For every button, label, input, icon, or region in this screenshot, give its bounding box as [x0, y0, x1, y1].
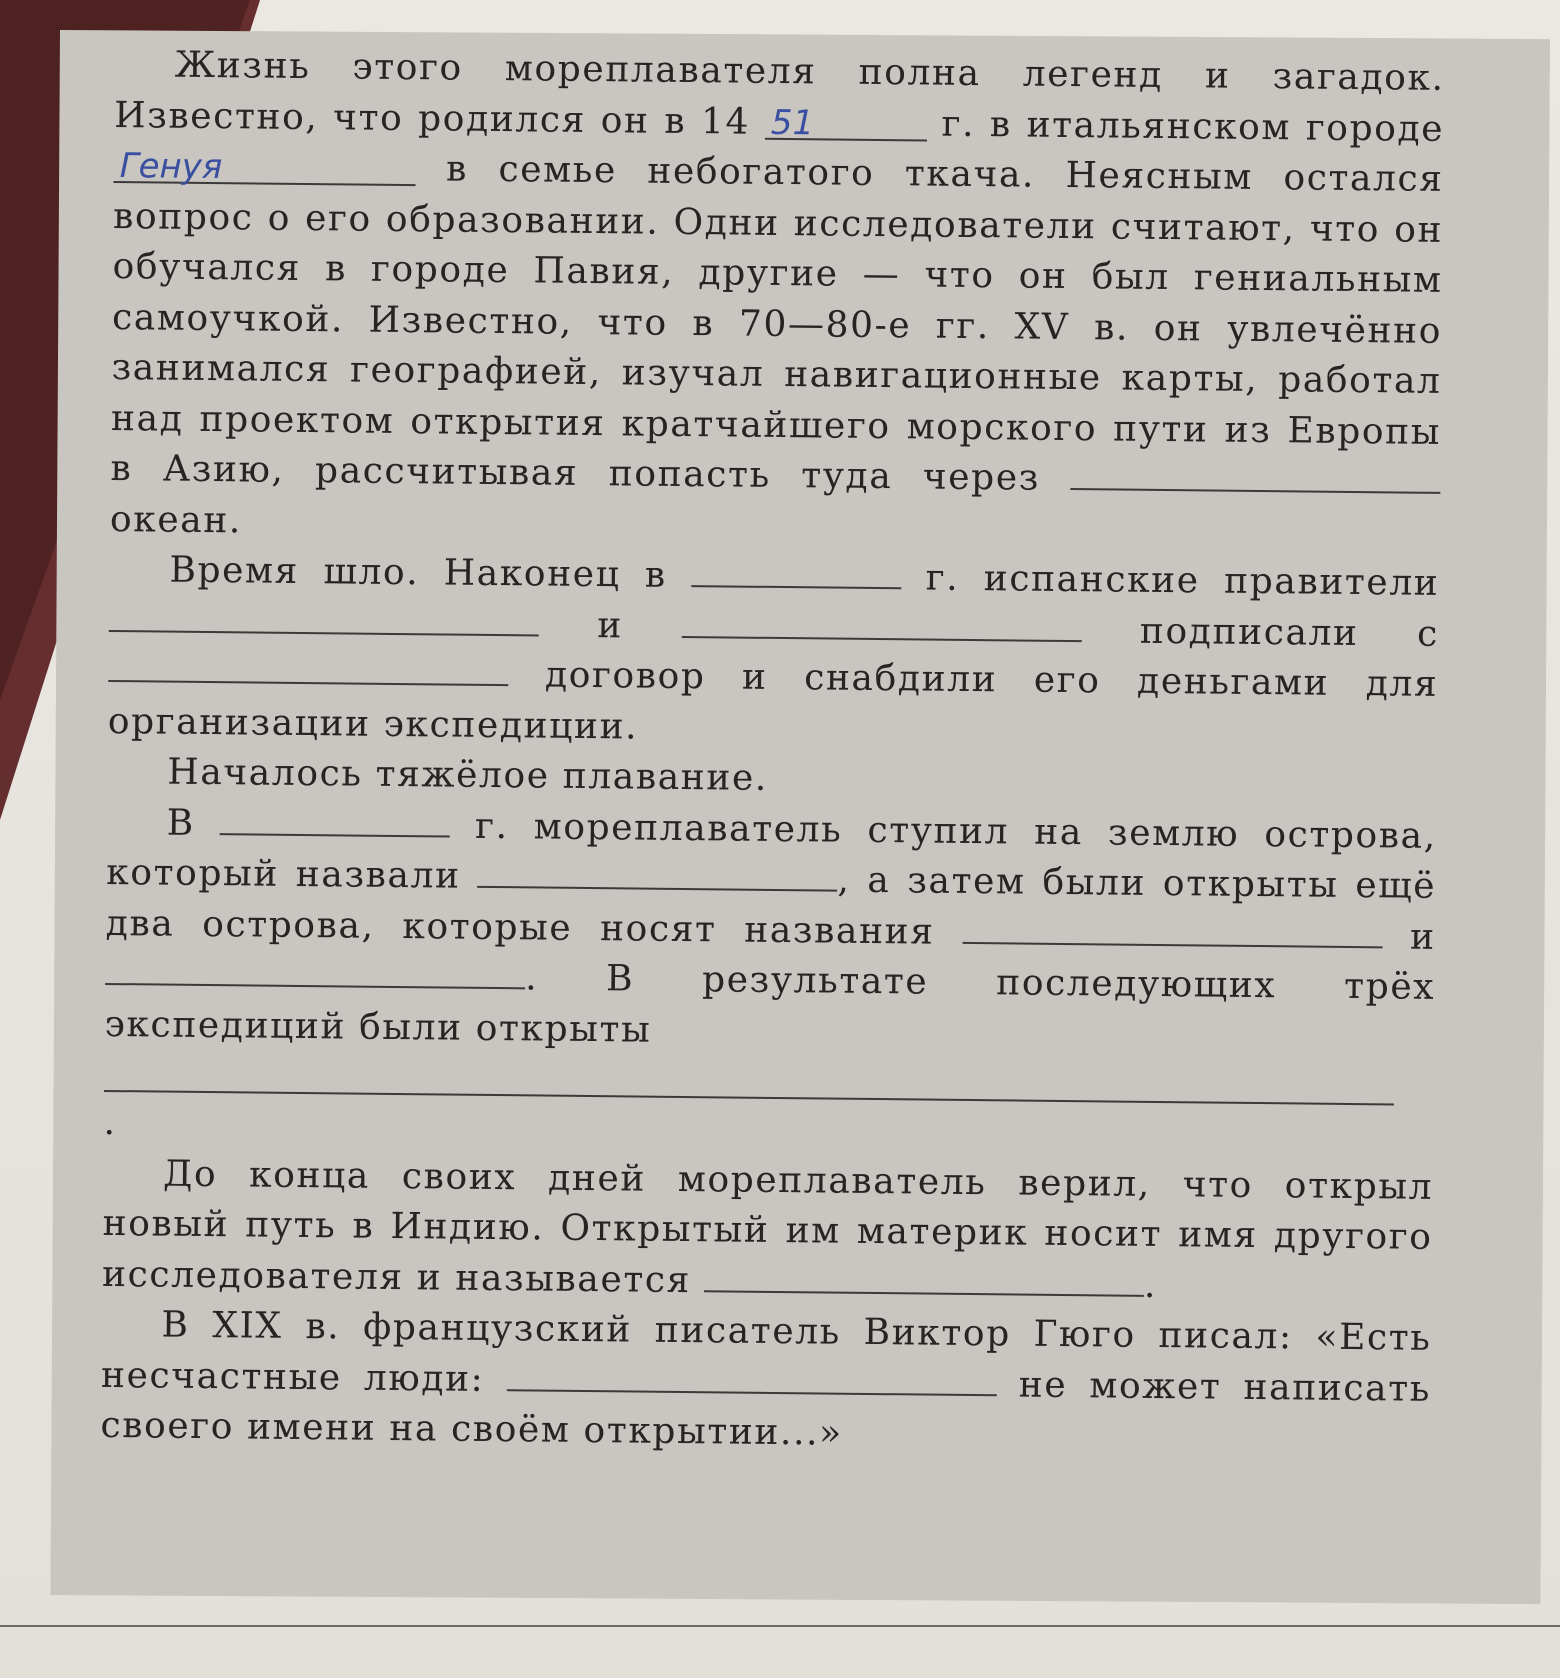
- p2-text-4: подписали с: [1139, 610, 1440, 655]
- p3-text-1: Началось тяжёлое плавание.: [167, 751, 769, 799]
- treaty-partner-blank[interactable]: [108, 650, 508, 686]
- ocean-blank[interactable]: [1070, 458, 1440, 494]
- p1-text-2: г. в итальянском городе: [941, 103, 1445, 150]
- ruler-2-blank[interactable]: [681, 605, 1081, 641]
- p1-text-1: Жизнь этого мореплавателя полна легенд и загадок. Известно, что родился он в 14: [113, 44, 1445, 143]
- first-island-blank[interactable]: [477, 856, 837, 892]
- later-discoveries-blank[interactable]: [104, 1050, 1394, 1106]
- page-bottom-rule: [0, 1625, 1560, 1627]
- p4-text-6: .: [103, 1101, 117, 1144]
- p5-text-2: .: [1143, 1264, 1158, 1306]
- p4-text-1: В: [166, 802, 196, 844]
- navigator-name-blank[interactable]: [506, 1359, 996, 1396]
- city-answer-field[interactable]: Генуя: [114, 151, 416, 186]
- p4-text-4: и: [1409, 916, 1436, 958]
- continent-blank[interactable]: [704, 1260, 1144, 1297]
- ruler-1-blank[interactable]: [109, 599, 539, 636]
- paragraph-1: [110, 40, 1445, 559]
- paragraph-2: [108, 545, 1440, 761]
- paragraph-5: [102, 1148, 1434, 1313]
- landing-year-blank[interactable]: [220, 803, 450, 837]
- p1-text-3: в семье небогатого ткача. Неясным остался вопрос о его образовании. Одни исследователи считают, что он обучался в городе Павия, другие — что он был гениальным самоучкой. Известно, что в 70—80-е гг. XV в. он увлечённо занимался географией, изучал навигационные карты, работал над проектом открытия кратчайшего морского пути из Европы в Азию, рассчитывая попасть туда через: [110, 148, 1444, 499]
- p1-text-4: океан.: [109, 498, 243, 541]
- paragraph-6: [100, 1300, 1432, 1465]
- p4-text-3: , а затем были открыты ещё два острова, которые носят названия: [105, 859, 1437, 953]
- p2-text-2: г. испанские правители: [925, 557, 1440, 604]
- p2-text-3: и: [597, 604, 624, 646]
- exercise-text: [100, 40, 1445, 1465]
- p4-text-2: г. мореплаватель ступил на землю острова, который назвали: [106, 805, 1437, 897]
- year-answer-field[interactable]: 51: [765, 107, 927, 141]
- p4-text-5: . В результате последующих трёх экспедиций были открыты: [104, 957, 1436, 1051]
- p6-text-1: В XIX в. французский писатель Виктор Гюго писал: «Есть несчастные люди:: [100, 1304, 1432, 1400]
- p2-text-1: Время шло. Наконец в: [169, 549, 667, 596]
- p5-text-1: До конца своих дней мореплаватель верил, что открыл новый путь в Индию. Открытый им материк носит имя другого исследователя и называется: [101, 1153, 1434, 1301]
- third-island-blank[interactable]: [105, 953, 525, 989]
- p2-text-5: договор и снабдили его деньгами для организации экспедиции.: [107, 654, 1439, 748]
- p6-text-2: не может написать своего имени на своём открытии...»: [100, 1364, 1432, 1454]
- treaty-year-blank[interactable]: [691, 555, 901, 589]
- paragraph-4: [103, 797, 1437, 1162]
- second-island-blank[interactable]: [962, 911, 1382, 947]
